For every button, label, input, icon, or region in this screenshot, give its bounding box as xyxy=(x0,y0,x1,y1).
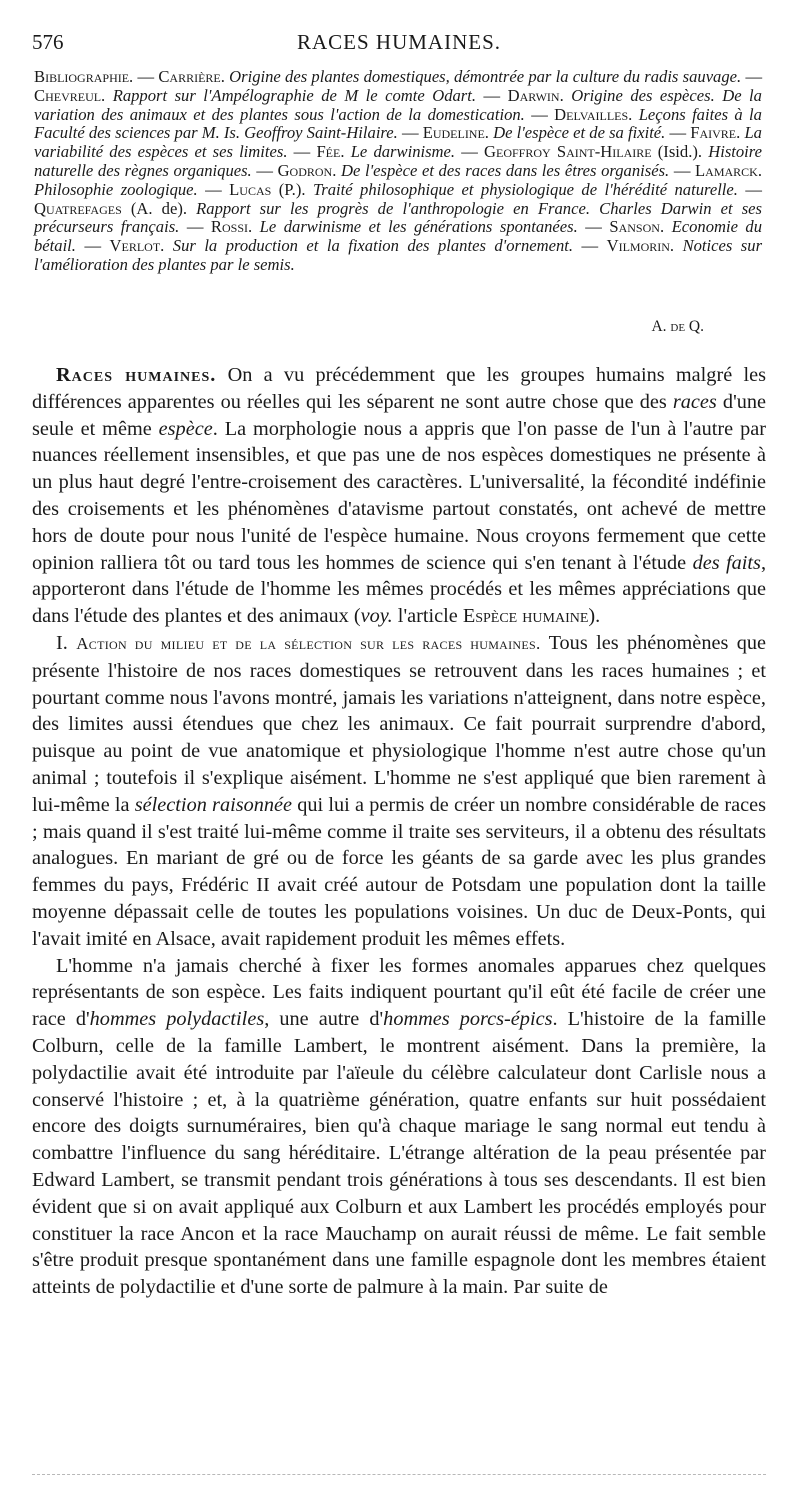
bib-author: Quatrefages xyxy=(34,198,122,218)
bib-author: Vilmorin. xyxy=(606,236,675,256)
running-title: RACES HUMAINES. xyxy=(296,30,502,54)
bib-author: Rossi. xyxy=(210,217,253,237)
bib-title: Origine des plantes domestiques, démontrée par la culture du radis sauvage. xyxy=(229,67,742,86)
article-body xyxy=(32,362,766,1301)
bibliography: Bibliographie. — Carrière. Origine des plantes domestiques, démontrée par la culture du radis sauvage. — Chevreul. Rapport sur l'Ampélographie de M le comte Odart. — Darwin. Origine des espèces. De la variation des animaux et des plantes sous l'action de la domestication. — Delvailles. Leçons faites à la Faculté des sciences par M. Is. Geoffroy Saint-Hilaire. — Eudeline. De l'espèce et de sa fixité. — Faivre. La variabilité des espèces et ses limites. — Fée. Le darwinisme. — Geoffroy Saint-Hilaire (Isid.). Histoire naturelle des règnes organiques. — Godron. De l'espèce et des races dans les êtres organisés. — Lamarck. Philosophie zoologique. — Lucas (P.). Traité philosophique et physiologique de l'hérédité naturelle. — Quatrefages (A. de). Rapport sur les progrès de l'anthropologie en France. Charles Darwin et ses précurseurs français. — Rossi. Le darwinisme et les générations spontanées. — Sanson. Economie du bétail. — Verlot. Sur la production et la fixation des plantes d'ornement. — Vilmorin. Notices sur l'amélioration des plantes par le semis. xyxy=(34,67,763,274)
bib-title: Rapport sur l'Ampélographie de M le comte Odart. xyxy=(112,85,477,105)
bib-title: Economie du bétail. xyxy=(34,217,763,256)
bib-title: Le darwinisme et les générations spontanées. xyxy=(259,217,578,237)
bib-title: Notices sur l'amélioration des plantes par le semis. xyxy=(34,236,763,274)
bib-title: Origine des espèces. De la variation des animaux et des plantes sous l'action de la domestication. xyxy=(34,85,762,124)
page-header xyxy=(32,30,766,60)
cross-reference: Espèce humaine xyxy=(462,605,589,628)
bib-title: Le darwinisme. xyxy=(350,142,456,162)
bib-title: Charles Darwin et ses précurseurs français. xyxy=(34,198,762,237)
bib-author: Chevreul. xyxy=(34,85,106,105)
article-headword: Races humaines. xyxy=(56,364,217,386)
bib-author: Fée. xyxy=(316,142,345,162)
author-signature: A. de Q. xyxy=(651,318,704,335)
bib-title: Philosophie zoologique. xyxy=(34,179,198,199)
bib-author: Faivre. xyxy=(690,123,741,143)
section-heading: Action du milieu et de la sélection sur les races humaines. xyxy=(76,633,541,653)
bib-title: Histoire naturelle des règnes organiques. xyxy=(34,142,762,180)
bib-title: Rapport sur les progrès de l'anthropologie en France. xyxy=(196,198,590,218)
bib-author: Geoffroy Saint-Hilaire xyxy=(484,142,652,162)
paragraph: I. Action du milieu et de la sélection sur les races humaines. Tous les phénomènes que présente l'histoire de nos races domestiques se retrouvent dans les races humaines ; et pourtant comme nous l'avons montré, jamais les variations n'atteignent, dans notre espèce, des limites aussi étendues que chez les animaux. Ce fait pourrait surprendre d'abord, puisque au point de vue anatomique et physiologique l'homme n'est autre chose qu'un animal ; toutefois il s'explique aisément. L'homme ne s'est appliqué que bien rarement à lui-même la sélection raisonnée qui lui a permis de créer un nombre considérable de races ; mais quand il s'est traité lui-même comme il traite ses serviteurs, il a obtenu des résultats analogues. En mariant de gré ou de force les géants de sa garde avec les plus grandes femmes du pays, Frédéric II avait créé autour de Potsdam une population dont la taille moyenne dépassait celle de toutes les populations voisines. Un duc de Deux-Ponts, qui l'avait imité en Alsace, avait rapidement produit les mêmes effets. xyxy=(32,631,766,950)
bib-title: La variabilité des espèces et ses limites. xyxy=(34,123,762,162)
bib-title: De l'espèce et des races dans les êtres organisés. xyxy=(341,160,670,180)
bib-title: Traité philosophique et physiologique de l'hérédité naturelle. xyxy=(312,179,738,199)
bib-author: Darwin. xyxy=(507,85,564,105)
bib-author: Lamarck. xyxy=(695,160,762,180)
paragraph: L'homme n'a jamais cherché à fixer les formes anomales apparues chez quelques représentants de son espèce. Les faits indiquent pourtant qu'il eût été facile de créer une race d'hommes polydactiles, une autre d'hommes porcs-épics. L'histoire de la famille Colburn, celle de la famille Lambert, le montrent aisément. Dans la première, la polydactilie avait été introduite par l'aïeule du célèbre calculateur dont Carlisle nous a conservé l'histoire ; et, à la quatrième génération, quatre enfants sur huit possédaient encore des doigts surnuméraires, bien qu'à chaque mariage le sang normal eut tendu à combattre l'influence du sang héréditaire. L'étrange altération de la peau présentée par Edward Lambert, se transmit pendant trois générations à tous ses descendants. Il est bien évident que si on avait appliqué aux Colburn et aux Lambert les procédés employés pour constituer la race Ancon et la race Mauchamp on aurait réussi de même. Le fait semble s'être produit presque spontanément dans une famille espagnole dont les membres étaient atteints de polydactilie et d'une sorte de palmure à la main. Par suite de xyxy=(32,954,767,1299)
bib-author: Eudeline. xyxy=(422,123,489,143)
bib-author: Carrière. xyxy=(158,67,225,86)
paragraph: Races humaines. On a vu précédemment que les groupes humains malgré les différences apparentes ou réelles qui les séparent ne sont autre chose que des races d'une seule et même espèce. La morphologie nous a appris que l'on passe de l'un à l'autre par nuances réellement insensibles, et que pas une de nos espèces domestiques ne présente à un plus haut degré l'entre-croisement des caractères. L'universalité, la fécondité indéfinie des croisements et les phénomènes d'atavisme partout constatés, ont achevé de mettre hors de doute pour nous l'unité de l'espèce humaine. Nous croyons fermement que cette opinion ralliera tôt ou tard tous les hommes de science qui s'en tenant à l'étude des faits, apporteront dans l'étude de l'homme les mêmes procédés et les mêmes appréciations que dans l'étude des plantes et des animaux (voy. l'article Espèce humaine). xyxy=(32,364,767,628)
section-number: I. xyxy=(56,631,68,654)
bib-author: Godron. xyxy=(277,160,337,180)
bib-title: De l'espèce et de sa fixité. xyxy=(493,123,666,143)
bibliography-label: Bibliographie. xyxy=(34,67,134,86)
bib-author: Delvailles. xyxy=(554,104,633,124)
bib-title: Leçons faites à la Faculté des sciences par M. Is. Geoffroy Saint-Hilaire. xyxy=(34,104,762,143)
bib-author: Verlot. xyxy=(109,236,165,256)
bib-author: Lucas xyxy=(229,179,272,199)
page-number: 576 xyxy=(32,30,64,54)
bib-title: Sur la production et la fixation des plantes d'ornement. xyxy=(172,236,574,256)
bib-author: Sanson. xyxy=(609,217,665,237)
page-bottom-rule xyxy=(32,1474,766,1476)
